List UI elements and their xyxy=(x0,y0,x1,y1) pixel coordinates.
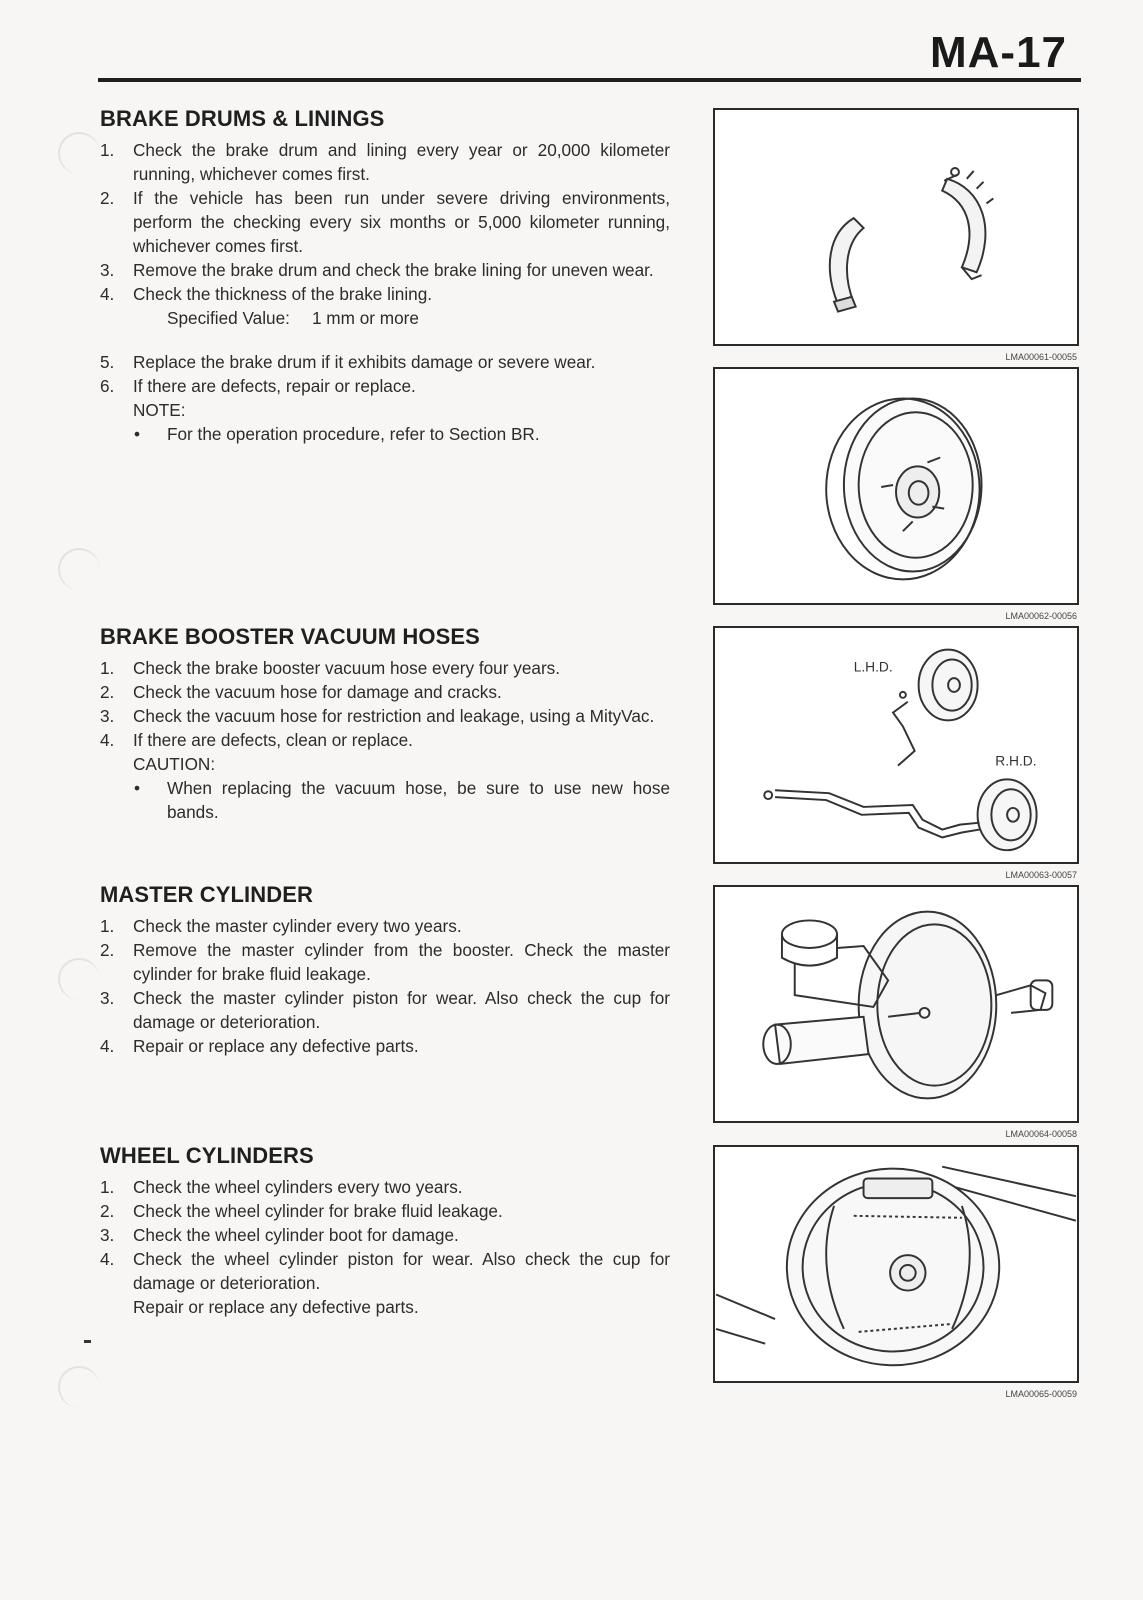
item-text: Check the thickness of the brake lining. xyxy=(133,284,433,304)
item-text: Check the master cylinder piston for wear. Also check the cup for damage or deterioration. xyxy=(133,988,670,1032)
item-text: Check the wheel cylinder boot for damage. xyxy=(133,1225,459,1245)
label-rhd: R.H.D. xyxy=(995,753,1037,769)
item-number: 6. xyxy=(100,376,115,396)
binder-hole xyxy=(58,1366,100,1408)
item-text: Repair or replace any defective parts. xyxy=(133,1036,419,1056)
item-number: 3. xyxy=(100,1225,115,1245)
item-number: 3. xyxy=(100,988,115,1008)
item-number: 1. xyxy=(100,658,115,678)
list-item xyxy=(100,258,670,282)
item-text: If the vehicle has been run under severe driving environments, perform the checking every six months or 5,000 kilometer running, whichever comes first. xyxy=(133,188,670,256)
bullet-text: For the operation procedure, refer to Section BR. xyxy=(167,424,540,444)
figure-code: LMA00061-00055 xyxy=(1005,352,1077,362)
note-label: NOTE: xyxy=(133,400,186,420)
item-text: If there are defects, clean or replace. xyxy=(133,730,413,750)
section-title: WHEEL CYLINDERS xyxy=(100,1143,314,1168)
section-wheel-cylinders xyxy=(100,1143,670,1319)
list-item xyxy=(100,1199,670,1223)
caution-bullet xyxy=(100,776,670,824)
list-item xyxy=(100,1223,670,1247)
list-item xyxy=(100,656,670,680)
trailing-line: Repair or replace any defective parts. xyxy=(133,1297,419,1317)
item-number: 2. xyxy=(100,1201,115,1221)
figure-master-cylinder xyxy=(713,885,1079,1139)
item-text: Check the wheel cylinders every two years. xyxy=(133,1177,463,1197)
figure-brake-shoes xyxy=(713,108,1079,362)
section-brake-drums xyxy=(100,106,670,446)
item-text: Remove the brake drum and check the brake lining for uneven wear. xyxy=(133,260,654,280)
brake-shoes-illustration xyxy=(715,110,1077,344)
list-item xyxy=(100,138,670,186)
item-number: 2. xyxy=(100,188,115,208)
list-item xyxy=(100,1247,670,1295)
item-number: 5. xyxy=(100,352,115,372)
binder-hole xyxy=(58,132,100,174)
binder-hole xyxy=(58,548,100,590)
item-text: Check the brake drum and lining every year or 20,000 kilometer running, whichever comes first. xyxy=(133,140,670,184)
item-number: 4. xyxy=(100,1249,115,1269)
item-text: If there are defects, repair or replace. xyxy=(133,376,416,396)
figure-code: LMA00065-00059 xyxy=(1005,1389,1077,1399)
figure-code: LMA00062-00056 xyxy=(1005,611,1077,621)
item-number: 2. xyxy=(100,682,115,702)
figure-vacuum-hoses xyxy=(713,626,1079,880)
section-booster-hoses xyxy=(100,624,670,824)
item-number: 4. xyxy=(100,1036,115,1056)
spec-value: 1 mm or more xyxy=(311,308,419,328)
list-item xyxy=(100,1034,670,1058)
item-number: 1. xyxy=(100,916,115,936)
list-item xyxy=(100,374,670,398)
item-number: 3. xyxy=(100,706,115,726)
item-text: Check the wheel cylinder piston for wear. Also check the cup for damage or deterioration. xyxy=(133,1249,670,1293)
list-item xyxy=(100,914,670,938)
page-number: MA-17 xyxy=(930,28,1068,77)
list-item xyxy=(100,938,670,986)
item-text: Check the vacuum hose for damage and cracks. xyxy=(133,682,502,702)
master-cylinder-illustration xyxy=(715,887,1077,1121)
item-number: 1. xyxy=(100,1177,115,1197)
item-number: 4. xyxy=(100,730,115,750)
figure-wheel-cylinder xyxy=(713,1145,1079,1399)
specified-value xyxy=(100,306,670,330)
section-title: BRAKE DRUMS & LININGS xyxy=(100,106,385,131)
item-text: Replace the brake drum if it exhibits damage or severe wear. xyxy=(133,352,596,372)
item-text: Check the wheel cylinder for brake fluid leakage. xyxy=(133,1201,503,1221)
caution-label: CAUTION: xyxy=(133,754,216,774)
figure-code: LMA00064-00058 xyxy=(1005,1129,1077,1139)
item-number: 3. xyxy=(100,260,115,280)
note-bullet xyxy=(100,422,670,446)
list-item xyxy=(100,350,670,374)
list-item xyxy=(100,728,670,752)
item-text: Remove the master cylinder from the booster. Check the master cylinder for brake fluid leakage. xyxy=(133,940,670,984)
list-item xyxy=(100,986,670,1034)
section-master-cylinder xyxy=(100,882,670,1058)
list-item xyxy=(100,282,670,306)
list-item xyxy=(100,704,670,728)
item-number: 4. xyxy=(100,284,115,304)
wheel-cylinder-illustration xyxy=(715,1147,1077,1381)
header-rule xyxy=(98,78,1081,82)
item-number: 1. xyxy=(100,140,115,160)
spec-label: Specified Value: xyxy=(167,308,290,328)
item-text: Check the master cylinder every two years. xyxy=(133,916,462,936)
list-item xyxy=(100,1175,670,1199)
bullet-dot: • xyxy=(134,778,141,798)
item-text: Check the brake booster vacuum hose every four years. xyxy=(133,658,561,678)
section-title: MASTER CYLINDER xyxy=(100,882,313,907)
list-item xyxy=(100,680,670,704)
list-item xyxy=(100,186,670,258)
brake-drum-illustration xyxy=(715,369,1077,603)
vacuum-hose-illustration xyxy=(715,628,1077,862)
margin-mark xyxy=(84,1340,91,1343)
label-lhd: L.H.D. xyxy=(853,659,893,675)
item-number: 2. xyxy=(100,940,115,960)
bullet-text: When replacing the vacuum hose, be sure to use new hose bands. xyxy=(167,778,670,822)
section-title: BRAKE BOOSTER VACUUM HOSES xyxy=(100,624,480,649)
binder-hole xyxy=(58,958,100,1000)
figure-brake-drum xyxy=(713,367,1079,621)
item-text: Check the vacuum hose for restriction and leakage, using a MityVac. xyxy=(133,706,655,726)
bullet-dot: • xyxy=(134,424,141,444)
figure-code: LMA00063-00057 xyxy=(1005,870,1077,880)
